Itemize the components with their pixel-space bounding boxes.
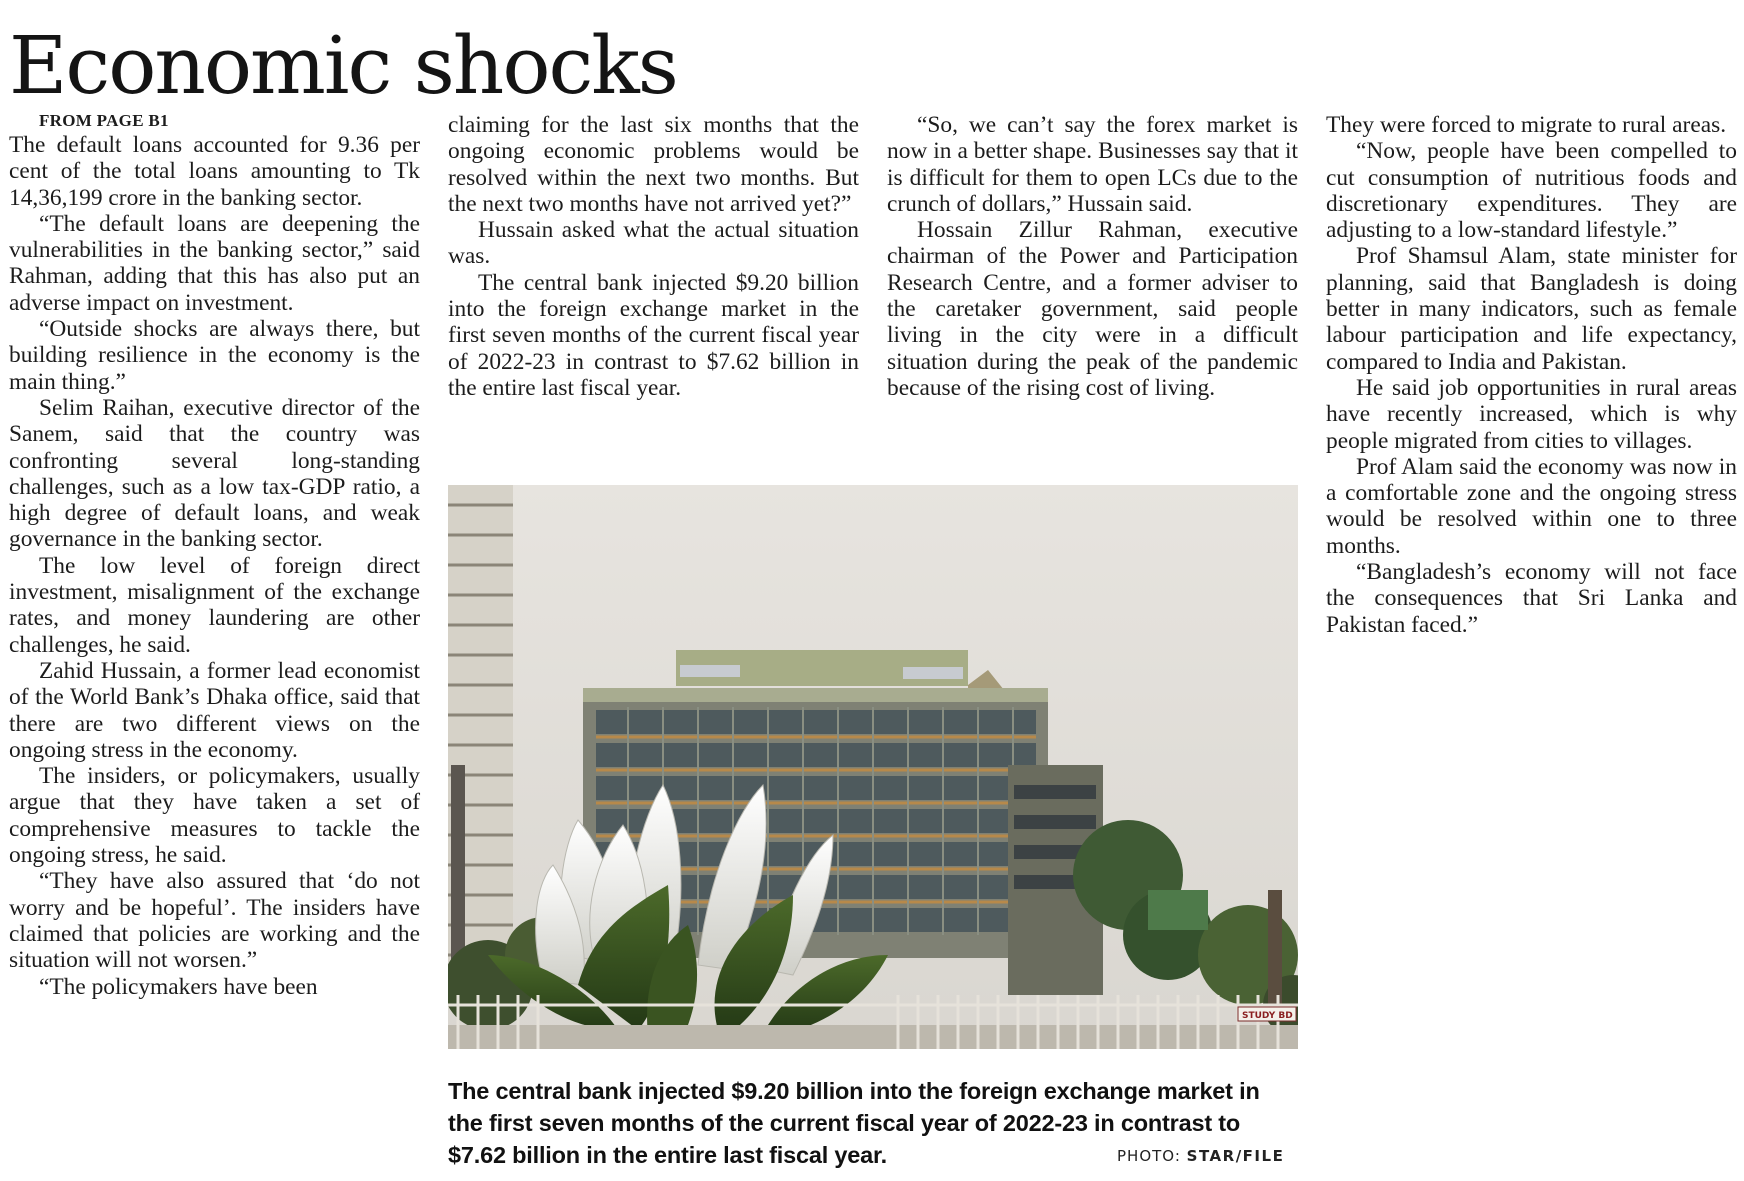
paragraph: He said job opportunities in rural areas have recently increased, which is why people migrated from cities to villages. bbox=[1326, 374, 1737, 454]
central-bank-photo bbox=[448, 485, 1298, 1049]
paragraph: “So, we can’t say the forex market is now in a better shape. Businesses say that it is difficult for them to open LCs due to the crunch of dollars,” Hussain said. bbox=[887, 112, 1298, 217]
study-sign: STUDY BD bbox=[1242, 1011, 1293, 1021]
paragraph: They were forced to migrate to rural areas. bbox=[1326, 112, 1727, 138]
paragraph: Zahid Hussain, a former lead economist of the World Bank’s Dhaka office, said that there are two different views on the ongoing stress in the economy. bbox=[9, 657, 420, 763]
paragraph: “Bangladesh’s economy will not face the consequences that Sri Lanka and Pakistan faced.” bbox=[1326, 559, 1737, 638]
paragraph: The low level of foreign direct investment, misalignment of the exchange rates, and money laundering are other challenges, he said. bbox=[9, 552, 420, 658]
photo-caption: The central bank injected $9.20 billion into the foreign exchange market in the first seven months of the current fiscal year of 2022-23 in contrast to $7.62 billion in the entire last fiscal year. bbox=[448, 1078, 1260, 1168]
article-column-3 bbox=[887, 112, 1298, 401]
paragraph: Hussain asked what the actual situation was. bbox=[448, 217, 859, 270]
headline: Economic shocks bbox=[9, 19, 677, 112]
paragraph: “Now, people have been compelled to cut consumption of nutritious foods and discretionary expenditures. They are adjusting to a low-standard lifestyle.” bbox=[1326, 138, 1737, 244]
paragraph: Hossain Zillur Rahman, executive chairman of the Power and Participation Research Centre, and a former adviser to the caretaker government, said people living in the city were in a difficult situation during the peak of the pandemic because of the rising cost of living. bbox=[887, 217, 1298, 401]
paragraph: Prof Shamsul Alam, state minister for planning, said that Bangladesh is doing better in many indicators, such as female labour participation and life expectancy, compared to India and Pakistan. bbox=[1326, 243, 1737, 375]
photo-credit-source: STAR/FILE bbox=[1186, 1147, 1285, 1165]
paragraph: Prof Alam said the economy was now in a comfortable zone and the ongoing stress would be resolved within one to three months. bbox=[1326, 453, 1737, 559]
paragraph: The default loans accounted for 9.36 per cent of the total loans amounting to Tk 14,36,199 crore in the banking sector. bbox=[9, 132, 420, 211]
paragraph: claiming for the last six months that the ongoing economic problems would be resolved within the next two months. But the next two months have not arrived yet?” bbox=[448, 112, 859, 217]
paragraph: “Outside shocks are always there, but building resilience in the economy is the main thing.” bbox=[9, 316, 420, 395]
article-column-1 bbox=[9, 110, 420, 1000]
paragraph: “They have also assured that ‘do not worry and be hopeful’. The insiders have claimed that policies are working and the situation will not worsen.” bbox=[9, 868, 420, 974]
article-column-4 bbox=[1326, 112, 1737, 638]
paragraph: Selim Raihan, executive director of the Sanem, said that the country was confronting several long-standing challenges, such as a low tax-GDP ratio, a high degree of default loans, and weak governance in the banking sector. bbox=[9, 394, 420, 553]
left-highrise bbox=[448, 485, 513, 1005]
paragraph: “The policymakers have been bbox=[39, 973, 318, 1000]
dateline: FROM PAGE B1 bbox=[39, 111, 169, 130]
photo-credit bbox=[1117, 1147, 1284, 1165]
paragraph: “The default loans are deepening the vulnerabilities in the banking sector,” said Rahman, adding that this has also put an adverse impact on investment. bbox=[9, 210, 420, 316]
paragraph: The central bank injected $9.20 billion into the foreign exchange market in the first seven months of the current fiscal year of 2022-23 in contrast to $7.62 billion in the entire last fiscal year. bbox=[448, 269, 859, 401]
article-column-2 bbox=[448, 112, 859, 401]
photo-credit-label: PHOTO: bbox=[1117, 1147, 1181, 1165]
paragraph: The insiders, or policymakers, usually argue that they have taken a set of comprehensive measures to tackle the ongoing stress, he said. bbox=[9, 763, 420, 869]
